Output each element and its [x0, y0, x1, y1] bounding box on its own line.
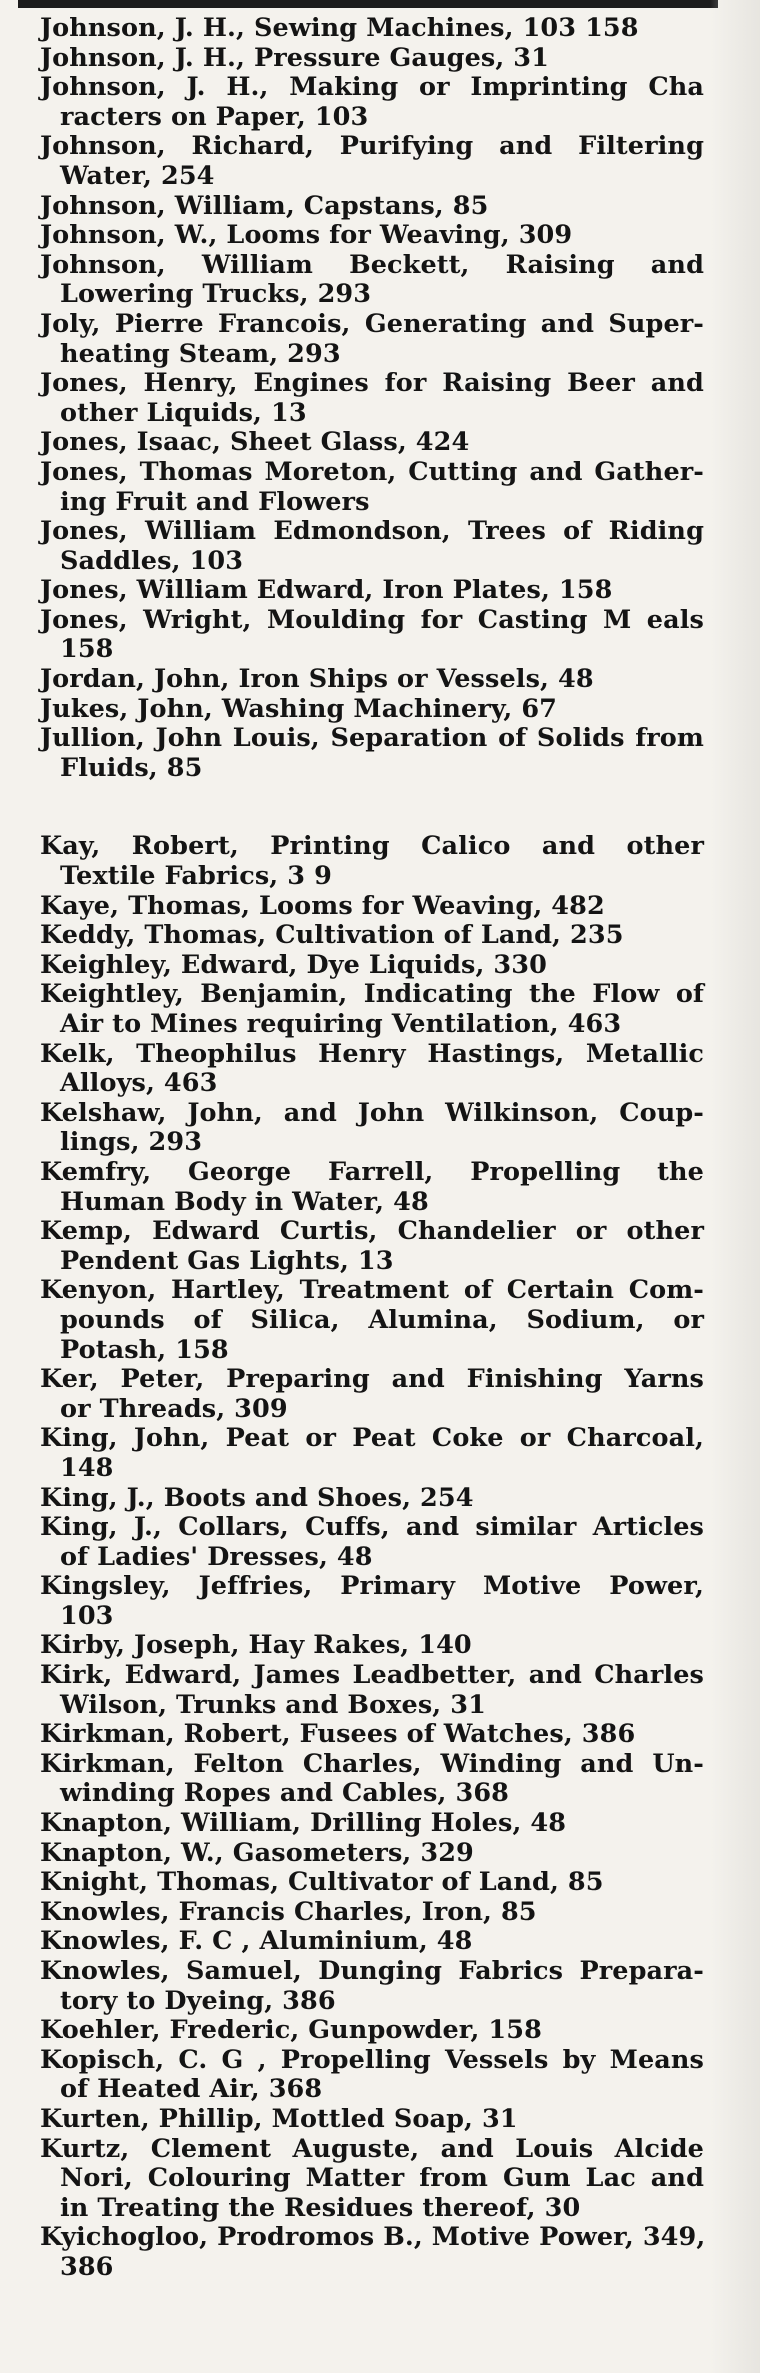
entry-line: Kirk, Edward, James Leadbetter, and Charles	[40, 1660, 704, 1691]
entry-continuation-line: Pendent Gas Lights, 13	[60, 1245, 394, 1276]
entry-continuation-line: Water, 254	[60, 160, 215, 191]
entry-line: Kirkman, Felton Charles, Winding and Un-	[40, 1748, 704, 1779]
index-entry	[40, 251, 704, 310]
index-entry	[40, 951, 704, 981]
entry-line: Knowles, Samuel, Dunging Fabrics Prepara-	[40, 1956, 704, 1986]
index-entry	[40, 2135, 704, 2224]
entry-line: Keightley, Benjamin, Indicating the Flow of	[40, 979, 704, 1010]
entry-continuation-line: ing Fruit and Flowers	[60, 486, 370, 517]
entry-continuation-line: or Threads, 309	[60, 1393, 288, 1424]
entry-line: Jones, Henry, Engines for Raising Beer and	[40, 368, 704, 399]
index-section-k	[40, 832, 704, 2282]
index-entry	[40, 665, 704, 695]
index-entry	[40, 980, 704, 1039]
entry-line: Kemfry, George Farrell, Propelling the	[40, 1156, 704, 1187]
page-edge-shading	[710, 0, 760, 2373]
index-entry	[40, 576, 704, 606]
index-entry	[40, 832, 704, 891]
entry-continuation-line: Wilson, Trunks and Boxes, 31	[60, 1689, 486, 1720]
index-entry	[40, 517, 704, 576]
index-entry	[40, 1276, 704, 1365]
entry-continuation-line: racters on Paper, 103	[60, 101, 369, 132]
entry-continuation-line: Potash, 158	[60, 1334, 229, 1365]
index-entry	[40, 73, 704, 132]
entry-line: Kopisch, C. G , Propelling Vessels by Means	[40, 2044, 704, 2075]
section-gap	[40, 783, 704, 832]
entry-line: Jordan, John, Iron Ships or Vessels, 48	[40, 664, 594, 695]
index-entry	[40, 14, 704, 44]
entry-line: Kay, Robert, Printing Calico and other	[40, 831, 704, 862]
entry-continuation-line: 103	[60, 1600, 114, 1631]
entry-line: King, J., Collars, Cuffs, and similar Articles	[40, 1512, 704, 1543]
entry-line: Jones, William Edmondson, Trees of Riding	[40, 516, 704, 547]
index-entry	[40, 921, 704, 951]
entry-continuation-line: heating Steam, 293	[60, 338, 341, 369]
entry-line: Ker, Peter, Preparing and Finishing Yarns	[40, 1364, 704, 1395]
index-entry	[40, 458, 704, 517]
entry-line: Johnson, J. H., Sewing Machines, 103 158	[40, 13, 639, 43]
index-entry	[40, 1099, 704, 1158]
entry-continuation-line: 158	[60, 634, 114, 665]
index-entry	[40, 221, 704, 251]
index-section-j	[40, 14, 704, 783]
entry-line: Joly, Pierre Francois, Generating and Super-	[40, 308, 704, 339]
entry-continuation-line: Saddles, 103	[60, 545, 244, 576]
entry-continuation-line: pounds of Silica, Alumina, Sodium, or	[60, 1304, 704, 1335]
index-entry	[40, 1661, 704, 1720]
index-entry	[40, 2223, 704, 2282]
entry-line: Kirkman, Robert, Fusees of Watches, 386	[40, 1719, 636, 1750]
entry-continuation-line: Textile Fabrics, 3 9	[60, 861, 332, 892]
index-entry	[40, 892, 704, 922]
index-entry	[40, 44, 704, 74]
index-entry	[40, 695, 704, 725]
entry-line: Knapton, W., Gasometers, 329	[40, 1837, 474, 1868]
index-entry	[40, 369, 704, 428]
entry-continuation-line: 148	[60, 1452, 114, 1483]
entry-continuation-line: Nori, Colouring Matter from Gum Lac and	[60, 2163, 704, 2194]
entry-continuation-line: of Ladies' Dresses, 48	[60, 1541, 373, 1572]
entry-line: Jukes, John, Washing Machinery, 67	[40, 693, 558, 724]
index-entry	[40, 1365, 704, 1424]
entry-line: King, J., Boots and Shoes, 254	[40, 1482, 474, 1513]
entry-line: Koehler, Frederic, Gunpowder, 158	[40, 2015, 542, 2046]
entry-line: Keighley, Edward, Dye Liquids, 330	[40, 949, 547, 980]
entry-line: Kelk, Theophilus Henry Hastings, Metallic	[40, 1038, 704, 1069]
index-entry	[40, 428, 704, 458]
index-entry	[40, 1572, 704, 1631]
entry-continuation-line: in Treating the Residues thereof, 30	[60, 2192, 581, 2223]
entry-continuation-line: of Heated Air, 368	[60, 2074, 323, 2105]
entry-line: Johnson, Richard, Purifying and Filtering	[40, 131, 704, 162]
entry-continuation-line: 386	[60, 2251, 114, 2282]
entry-line: Knowles, F. C , Aluminium, 48	[40, 1926, 473, 1957]
index-entry	[40, 1720, 704, 1750]
entry-continuation-line: lings, 293	[60, 1127, 203, 1158]
entry-line: Jones, Wright, Moulding for Casting M eals	[40, 604, 704, 635]
entry-line: Jones, William Edward, Iron Plates, 158	[40, 575, 613, 606]
entry-line: Kenyon, Hartley, Treatment of Certain Com-	[40, 1275, 704, 1306]
index-entry	[40, 2016, 704, 2046]
entry-continuation-line: Fluids, 85	[60, 752, 203, 783]
index-entry	[40, 310, 704, 369]
index-entry	[40, 1484, 704, 1514]
index-entry	[40, 1040, 704, 1099]
index-entry	[40, 1868, 704, 1898]
index-entry	[40, 606, 704, 665]
entry-continuation-line: other Liquids, 13	[60, 397, 307, 428]
entry-line: Knapton, William, Drilling Holes, 48	[40, 1808, 567, 1839]
entry-continuation-line: Human Body in Water, 48	[60, 1186, 429, 1217]
index-entry	[40, 1750, 704, 1809]
entry-line: Kurten, Phillip, Mottled Soap, 31	[40, 2103, 518, 2134]
entry-line: Kemp, Edward Curtis, Chandelier or other	[40, 1216, 704, 1247]
entry-line: Jones, Isaac, Sheet Glass, 424	[40, 427, 470, 458]
entry-line: Kurtz, Clement Auguste, and Louis Alcide	[40, 2133, 704, 2164]
entry-continuation-line: Lowering Trucks, 293	[60, 279, 372, 310]
name-index	[40, 14, 704, 2283]
entry-continuation-line: tory to Dyeing, 386	[60, 1985, 336, 2016]
index-entry	[40, 1158, 704, 1217]
index-entry	[40, 1927, 704, 1957]
index-entry	[40, 192, 704, 222]
entry-continuation-line: Alloys, 463	[60, 1068, 218, 1099]
entry-line: Kyichogloo, Prodromos B., Motive Power, 349,	[40, 2222, 706, 2253]
index-entry	[40, 1217, 704, 1276]
entry-line: Kirby, Joseph, Hay Rakes, 140	[40, 1630, 472, 1661]
entry-line: Knight, Thomas, Cultivator of Land, 85	[40, 1867, 604, 1898]
entry-line: Keddy, Thomas, Cultivation of Land, 235	[40, 920, 624, 951]
entry-line: Kingsley, Jeffries, Primary Motive Power,	[40, 1571, 704, 1602]
entry-line: Johnson, William, Capstans, 85	[40, 190, 489, 221]
index-entry	[40, 1631, 704, 1661]
index-entry	[40, 1513, 704, 1572]
entry-continuation-line: Air to Mines requiring Ventilation, 463	[60, 1009, 622, 1039]
index-entry	[40, 2046, 704, 2105]
index-entry	[40, 1839, 704, 1869]
entry-line: Knowles, Francis Charles, Iron, 85	[40, 1896, 537, 1927]
entry-line: Jones, Thomas Moreton, Cutting and Gather-	[40, 456, 704, 487]
entry-line: King, John, Peat or Peat Coke or Charcoal,	[40, 1423, 704, 1454]
index-entry	[40, 1898, 704, 1928]
entry-line: Kaye, Thomas, Looms for Weaving, 482	[40, 890, 605, 921]
entry-line: Jullion, John Louis, Separation of Solids from	[40, 723, 704, 754]
index-entry	[40, 132, 704, 191]
index-entry	[40, 1809, 704, 1839]
entry-continuation-line: winding Ropes and Cables, 368	[60, 1778, 510, 1809]
entry-line: Johnson, J. H., Pressure Gauges, 31	[40, 42, 549, 73]
index-entry	[40, 2105, 704, 2135]
entry-line: Kelshaw, John, and John Wilkinson, Coup-	[40, 1097, 704, 1128]
entry-line: Johnson, William Beckett, Raising and	[40, 249, 704, 280]
index-entry	[40, 1424, 704, 1483]
entry-line: Johnson, J. H., Making or Imprinting Cha	[40, 72, 704, 103]
entry-line: Johnson, W., Looms for Weaving, 309	[40, 220, 573, 251]
top-rule	[18, 0, 718, 8]
index-entry	[40, 1957, 704, 2016]
index-entry	[40, 724, 704, 783]
